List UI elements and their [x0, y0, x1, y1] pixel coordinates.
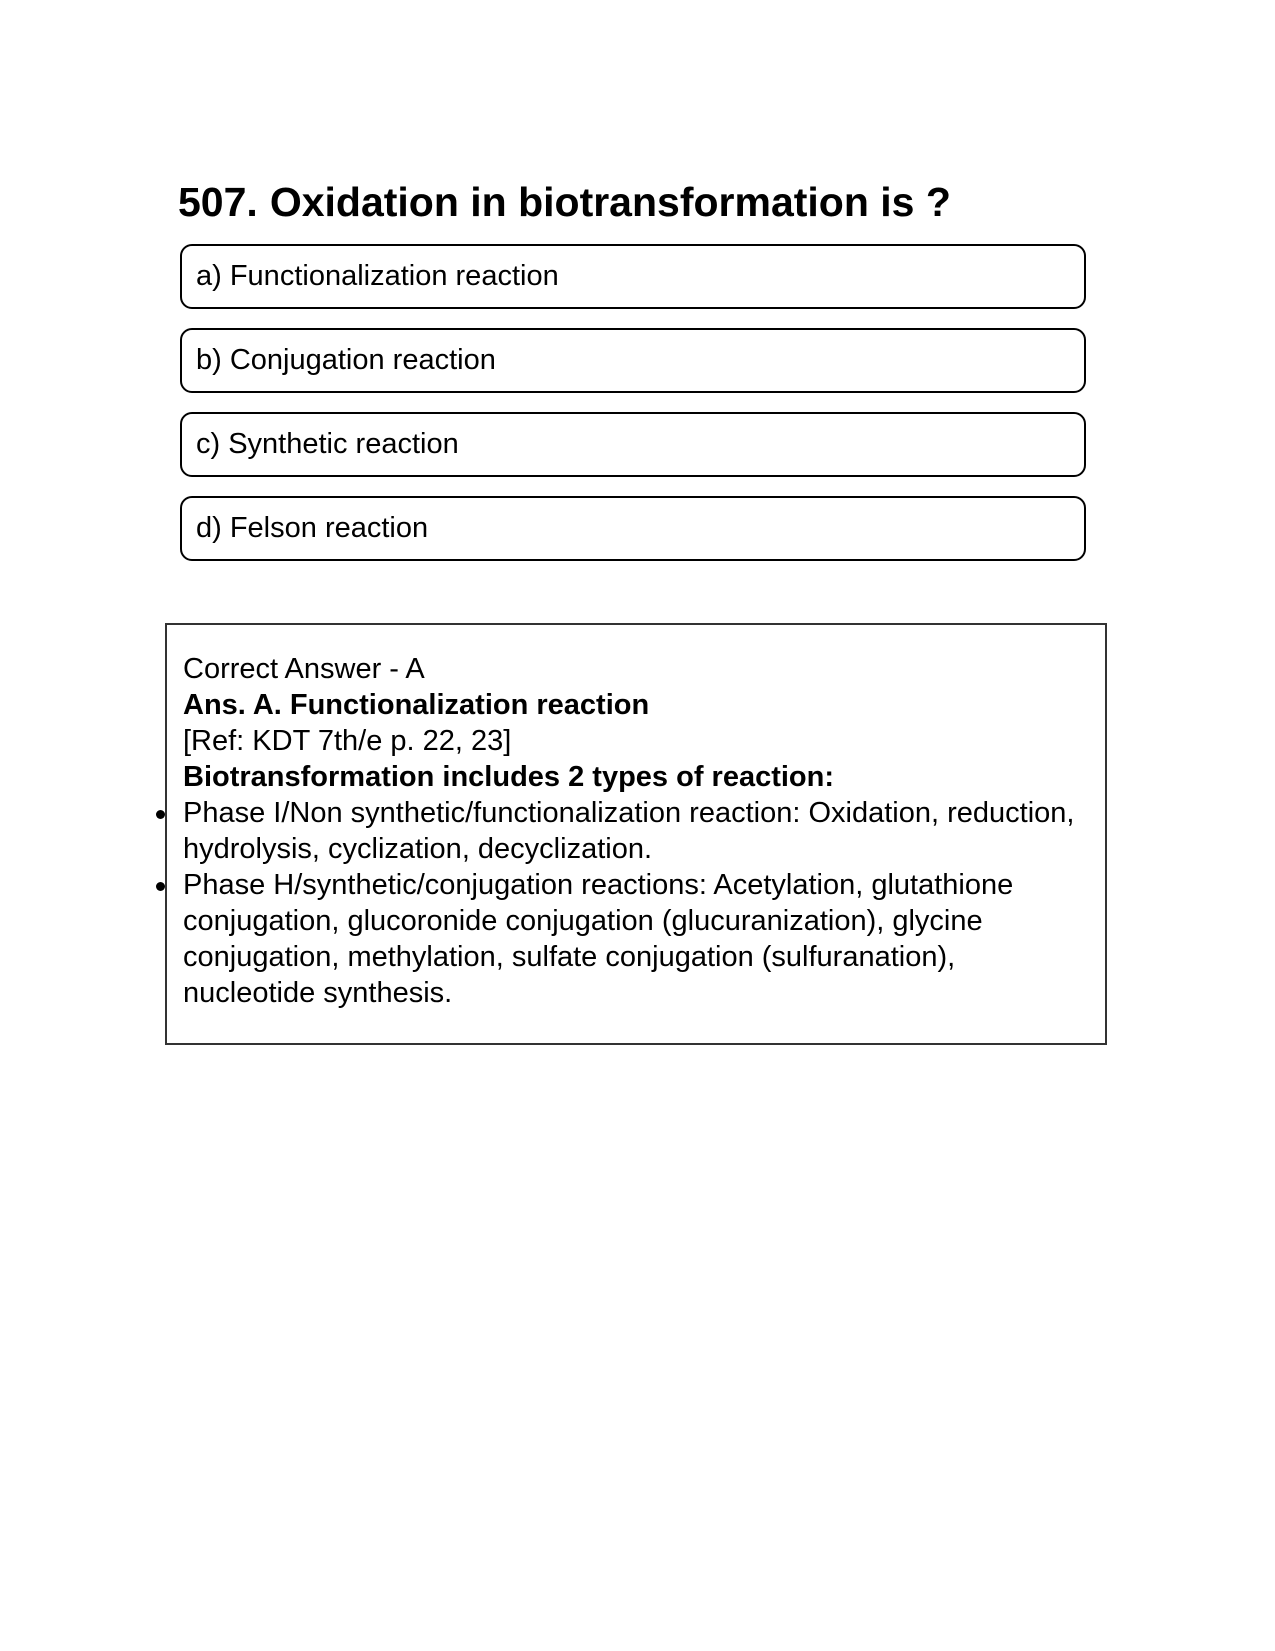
question-title — [178, 176, 951, 228]
option-a[interactable]: a) Functionalization reaction — [180, 244, 1086, 309]
option-d[interactable]: d) Felson reaction — [180, 496, 1086, 561]
question-number: 507. — [178, 179, 258, 225]
reaction-types-list — [183, 795, 1083, 1011]
correct-answer-line: Correct Answer - A — [183, 653, 425, 685]
answer-subheading: Biotransformation includes 2 types of reaction: — [183, 761, 834, 793]
answer-content — [183, 651, 1083, 1011]
answer-title: Ans. A. Functionalization reaction — [183, 689, 650, 721]
option-c[interactable]: c) Synthetic reaction — [180, 412, 1086, 477]
option-b[interactable]: b) Conjugation reaction — [180, 328, 1086, 393]
list-item: Phase H/synthetic/conjugation reactions: Acetylation, glutathione conjugation, glucoronide conjugation (glucuranization), glycine conjugation, methylation, sulfate conjugation (sulfuranation), nucleotide synthesis. — [183, 867, 1083, 1011]
answer-explanation-box — [165, 623, 1107, 1045]
list-item: Phase I/Non synthetic/functionalization reaction: Oxidation, reduction, hydrolysis, cyclization, decyclization. — [183, 795, 1083, 867]
reference-line: [Ref: KDT 7th/e p. 22, 23] — [183, 725, 512, 757]
question-text: Oxidation in biotransformation is ? — [269, 179, 951, 225]
